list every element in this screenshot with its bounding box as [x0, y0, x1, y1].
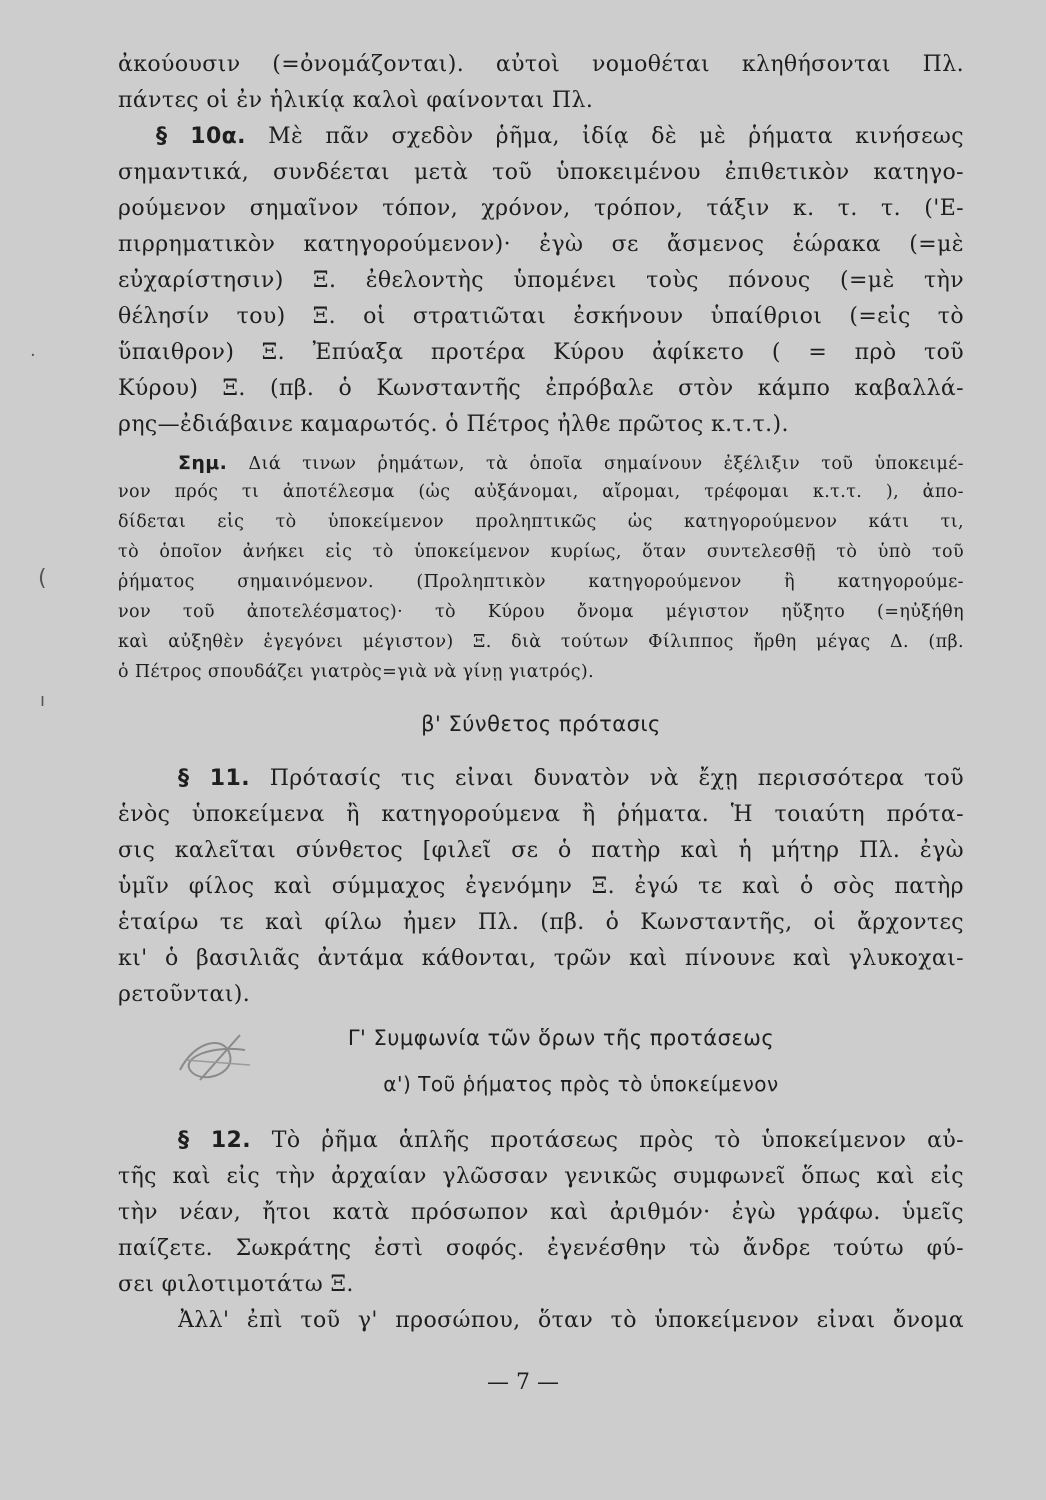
signature-scribble — [170, 1020, 260, 1095]
section-number: § 10α. — [156, 124, 246, 149]
text-line: νον τοῦ ἀποτελέσματος)· τὸ Κύρου ὄνομα μέγιστον ηὔξητο (=ηὐξήθη — [118, 602, 964, 622]
text-line: Τὸ ῥῆμα ἁπλῆς προτάσεως πρὸς τὸ ὑποκείμενον αὐ- — [271, 1128, 964, 1153]
text-line: δίδεται εἰς τὸ ὑποκείμενον προληπτικῶς ὡς κατηγορούμενον κάτι τι, — [118, 512, 964, 532]
text-line: Κύρου) Ξ. (πβ. ὁ Κωνσταντῆς ἐπρόβαλε στὸν κάμπο καβαλλά- — [118, 376, 964, 401]
text-line: πιρρηματικὸν κατηγορούμενον)· ἐγὼ σε ἄσμενος ἑώρακα (=μὲ — [118, 232, 964, 257]
text-line: παίζετε. Σωκράτης ἐστὶ σοφός. ἐγενέσθην τὼ ἄνδρε τούτω φύ- — [118, 1236, 964, 1261]
note-first-line — [178, 452, 964, 474]
text-line: τὸ ὁποῖον ἀνήκει εἰς τὸ ὑποκείμενον κυρίως, ὅταν συντελεσθῇ τὸ ὑπὸ τοῦ — [118, 542, 964, 562]
chapter-heading: Γ' Συμφωνία τῶν ὅρων τῆς προτάσεως — [347, 1026, 775, 1050]
section-first-line — [178, 766, 964, 791]
text-line: τὴν νέαν, ἤτοι κατὰ πρόσωπον καὶ ἀριθμόν· ἐγὼ γράφω. ὑμεῖς — [118, 1200, 964, 1225]
margin-dot-mark: . — [30, 340, 36, 361]
text-line: ἀκούουσιν (=ὀνομάζονται). αὐτοὶ νομοθέται κληθήσονται Πλ. — [118, 52, 964, 77]
text-line: κι' ὁ βασιλιᾶς ἀντάμα κάθονται, τρῶν καὶ πίνουνε καὶ γλυκοχαι- — [118, 946, 964, 971]
text-line: τῆς καὶ εἰς τὴν ἀρχαίαν γλῶσσαν γενικῶς συμφωνεῖ ὅπως καὶ εἰς — [118, 1164, 964, 1189]
text-line: ὕπαιθρον) Ξ. Ἐπύαξα προτέρα Κύρου ἀφίκετο ( = πρὸ τοῦ — [118, 340, 964, 365]
text-line: ὑμῖν φίλος καὶ σύμμαχος ἐγενόμην Ξ. ἐγώ τε καὶ ὁ σὸς πατὴρ — [118, 874, 964, 899]
section-number: § 12. — [178, 1128, 252, 1153]
text-line: καὶ αὐξηθὲν ἐγεγόνει μέγιστον) Ξ. διὰ τούτων Φίλιππος ἤρθη μέγας Δ. (πβ. — [118, 632, 964, 652]
text-line: Ἀλλ' ἐπὶ τοῦ γ' προσώπου, ὅταν τὸ ὑποκείμενον εἶναι ὄνομα — [178, 1308, 964, 1333]
text-line: ἑταίρω τε καὶ φίλω ἦμεν Πλ. (πβ. ὁ Κωνσταντῆς, οἱ ἄρχοντες — [118, 910, 964, 935]
text-line: ὁ Πέτρος σπουδάζει γιατρὸς=γιὰ νὰ γίνῃ γιατρός). — [118, 662, 595, 682]
text-line: ρετοῦνται). — [118, 982, 251, 1007]
text-line: ρης—ἐδιάβαινε καμαρωτός. ὁ Πέτρος ἦλθε πρῶτος κ.τ.τ.). — [118, 412, 789, 437]
text-line: σημαντικά, συνδέεται μετὰ τοῦ ὑποκειμένου ἐπιθετικὸν κατηγο- — [118, 160, 964, 185]
text-line: ἑνὸς ὑποκείμενα ἢ κατηγορούμενα ἢ ῥήματα. Ἡ τοιαύτη πρότα- — [118, 802, 964, 827]
section-number: § 11. — [178, 766, 250, 791]
text-line: ρούμενον σημαῖνον τόπον, χρόνον, τρόπον, τάξιν κ. τ. τ. ('Ε- — [118, 196, 964, 221]
section-first-line — [178, 1128, 964, 1153]
text-line: σει φιλοτιμοτάτω Ξ. — [118, 1272, 354, 1297]
text-line: πάντες οἱ ἐν ἡλικίᾳ καλοὶ φαίνονται Πλ. — [118, 88, 594, 113]
text-line: σις καλεῖται σύνθετος [φιλεῖ σε ὁ πατὴρ καὶ ἡ μήτηρ Πλ. ἐγὼ — [118, 838, 964, 863]
text-line: νον πρός τι ἀποτέλεσμα (ὡς αὐξάνομαι, αἴρομαι, τρέφομαι κ.τ.τ. ), ἀπο- — [118, 482, 964, 502]
text-line: Μὲ πᾶν σχεδὸν ῥῆμα, ἰδίᾳ δὲ μὲ ῥήματα κινήσεως — [268, 124, 964, 149]
margin-pencil-mark: ( — [38, 566, 47, 591]
section-first-line — [156, 124, 964, 149]
page-number: — 7 — — [487, 1370, 559, 1395]
text-line: ῥήματος σημαινόμενον. (Προληπτικὸν κατηγορούμενον ἢ κατηγορούμε- — [118, 572, 964, 592]
text-line: θέλησίν του) Ξ. οἱ στρατιῶται ἐσκήνουν ὑπαίθριοι (=εἰς τὸ — [118, 304, 964, 329]
note-label: Σημ. — [178, 452, 228, 474]
text-line: Διά τινων ῥημάτων, τὰ ὁποῖα σημαίνουν ἐξέλιξιν τοῦ ὑποκειμέ- — [248, 454, 964, 474]
margin-tick-mark: ı — [40, 690, 46, 711]
section-heading: β' Σύνθετος πρότασις — [421, 712, 661, 736]
subsection-heading: α') Τοῦ ῥήματος πρὸς τὸ ὑποκείμενον — [383, 1072, 779, 1096]
text-line: Πρότασίς τις εἶναι δυνατὸν νὰ ἔχῃ περισσότερα τοῦ — [269, 766, 964, 791]
text-line: εὐχαρίστησιν) Ξ. ἐθελοντὴς ὑπομένει τοὺς πόνους (=μὲ τὴν — [118, 268, 964, 293]
